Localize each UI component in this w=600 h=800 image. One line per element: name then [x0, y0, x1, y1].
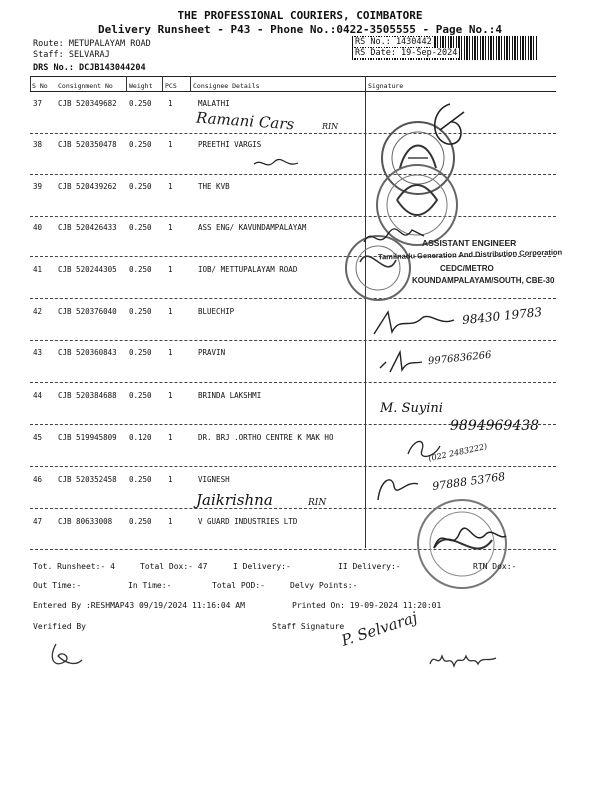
row-sno: 40 [33, 223, 43, 232]
scribble-signature [362, 222, 432, 252]
col-divider [126, 76, 127, 91]
handwritten-phone: (022 2483222) [427, 441, 488, 464]
stamp-line: CEDC/METRO [440, 264, 494, 273]
total-pod: Total POD:- [212, 581, 265, 590]
out-time: Out Time:- [33, 581, 82, 590]
verifier-signature [46, 640, 86, 672]
col-divider [30, 76, 31, 91]
row-weight: 0.250 [129, 99, 152, 108]
handwritten-note: Ramani Cars [195, 108, 295, 134]
col-divider [190, 76, 191, 91]
row-sno: 39 [33, 182, 43, 191]
row-consignment: CJB 520349682 [58, 99, 117, 108]
entered-by: Entered By :RESHMAP43 09/19/2024 11:16:04 AM [33, 601, 245, 610]
row-consignee: IOB/ METTUPALAYAM ROAD [198, 265, 298, 274]
row-pcs: 1 [168, 348, 173, 357]
table-top-rule [30, 76, 556, 77]
row-sno: 41 [33, 265, 43, 274]
row-sno: 44 [33, 391, 43, 400]
stamp-line: ASSISTANT ENGINEER [422, 238, 517, 248]
row-weight: 0.250 [129, 517, 152, 526]
row-consignee: THE KVB [198, 182, 230, 191]
row-consignee: BLUECHIP [198, 307, 235, 316]
row-weight: 0.120 [129, 433, 152, 442]
verified-by-label: Verified By [33, 622, 86, 631]
printed-on: Printed On: 19-09-2024 11:20:01 [292, 601, 442, 610]
col-header-consignment: Consignment No [58, 82, 113, 90]
rtn-dox: RTN Dox:- [473, 562, 517, 571]
row-consignment: CJB 520384688 [58, 391, 117, 400]
delvy-points: Delvy Points:- [290, 581, 358, 590]
handwritten-phone: 9976836266 [427, 349, 493, 368]
row-pcs: 1 [168, 307, 173, 316]
row-weight: 0.250 [129, 348, 152, 357]
row-consignment: CJB 519945809 [58, 433, 117, 442]
i-delivery: I Delivery:- [233, 562, 291, 571]
handwritten-phone: 97888 53768 [431, 469, 507, 494]
tot-runsheet: Tot. Runsheet:- 4 [33, 562, 115, 571]
row-consignment: CJB 520426433 [58, 223, 117, 232]
in-time: In Time:- [128, 581, 172, 590]
handwritten-name: Jaikrishna [196, 491, 273, 509]
signature-divider [365, 76, 366, 548]
row-consignment: CJB 520360843 [58, 348, 117, 357]
handwritten-note: RIN [308, 498, 327, 508]
total-dox: Total Dox:- 47 [140, 562, 208, 571]
scribble-signature [430, 518, 510, 558]
row-pcs: 1 [168, 433, 173, 442]
col-header-weight: Weight [129, 82, 153, 90]
col-header-signature: Signature [368, 82, 404, 90]
col-header-consignee: Consignee Details [193, 82, 260, 90]
row-pcs: 1 [168, 391, 173, 400]
row-weight: 0.250 [129, 265, 152, 274]
scribble-signature [428, 648, 500, 670]
row-consignment: CJB 80633008 [58, 517, 113, 526]
handwritten-name: M. Suyini [380, 401, 443, 416]
row-consignee: DR. BRJ .ORTHO CENTRE K MAK HO [198, 433, 334, 442]
row-separator [30, 298, 556, 299]
row-separator [30, 174, 556, 175]
row-consignee: ASS ENG/ KAVUNDAMPALAYAM [198, 223, 307, 232]
handwritten-phone: 98430 19783 [461, 304, 543, 328]
handwritten-phone: 9894969438 [450, 418, 540, 434]
scribble-signature [376, 348, 426, 378]
stamp-line: Tamilnadu Generation And Distribution Corporation [377, 247, 563, 262]
row-separator [30, 466, 556, 467]
col-divider [162, 76, 163, 91]
header-rule [30, 91, 556, 92]
row-sno: 37 [33, 99, 43, 108]
row-consignment: CJB 520350478 [58, 140, 117, 149]
row-sno: 46 [33, 475, 43, 484]
row-consignment: CJB 520439262 [58, 182, 117, 191]
row-consignment: CJB 520352458 [58, 475, 117, 484]
row-consignee: PRAVIN [198, 348, 226, 357]
row-pcs: 1 [168, 140, 173, 149]
row-sno: 45 [33, 433, 43, 442]
staff-label: Staff: SELVARAJ [33, 50, 110, 60]
row-separator [30, 216, 556, 217]
row-weight: 0.250 [129, 307, 152, 316]
row-pcs: 1 [168, 182, 173, 191]
row-pcs: 1 [168, 475, 173, 484]
row-sno: 47 [33, 517, 43, 526]
row-sno: 38 [33, 140, 43, 149]
scribble-signature [372, 470, 422, 504]
row-consignee: MALATHI [198, 99, 230, 108]
row-pcs: 1 [168, 265, 173, 274]
row-consignee: PREETHI VARGIS [198, 140, 262, 149]
scribble-signature [370, 306, 460, 340]
row-consignee: VIGNESH [198, 475, 230, 484]
stamp-line: KOUNDAMPALAYAM/SOUTH, CBE-30 [412, 276, 555, 285]
staff-signature-label: Staff Signature [272, 622, 345, 631]
row-pcs: 1 [168, 517, 173, 526]
row-sno: 43 [33, 348, 43, 357]
row-consignee: V GUARD INDUSTRIES LTD [198, 517, 298, 526]
col-header-pcs: PCS [165, 82, 177, 90]
handwritten-note: RIN [322, 122, 339, 131]
company-title: THE PROFESSIONAL COURIERS, COIMBATORE [177, 9, 423, 22]
row-separator [30, 340, 556, 341]
rs-date: RS Date: 19-Sep-2024 [355, 48, 458, 58]
scribble-signature [252, 154, 302, 174]
col-header-sno: S No [32, 82, 48, 90]
row-separator [30, 382, 556, 383]
route-label: Route: METUPALAYAM ROAD [33, 39, 151, 49]
row-weight: 0.250 [129, 182, 152, 191]
row-pcs: 1 [168, 223, 173, 232]
scribble-signature [420, 100, 470, 150]
staff-signature: P. Selvaraj [339, 608, 420, 650]
row-weight: 0.250 [129, 223, 152, 232]
row-sno: 42 [33, 307, 43, 316]
row-weight: 0.250 [129, 140, 152, 149]
row-consignee: BRINDA LAKSHMI [198, 391, 262, 400]
row-weight: 0.250 [129, 391, 152, 400]
row-weight: 0.250 [129, 475, 152, 484]
drs-number: DRS No.: DCJB143044204 [33, 63, 146, 73]
rs-number: RS No.: 1430442 [355, 37, 432, 47]
row-consignment: CJB 520244305 [58, 265, 117, 274]
ii-delivery: II Delivery:- [338, 562, 401, 571]
row-pcs: 1 [168, 99, 173, 108]
runsheet-subtitle: Delivery Runsheet - P43 - Phone No.:0422-3505555 - Page No.:4 [98, 23, 502, 36]
row-consignment: CJB 520376040 [58, 307, 117, 316]
